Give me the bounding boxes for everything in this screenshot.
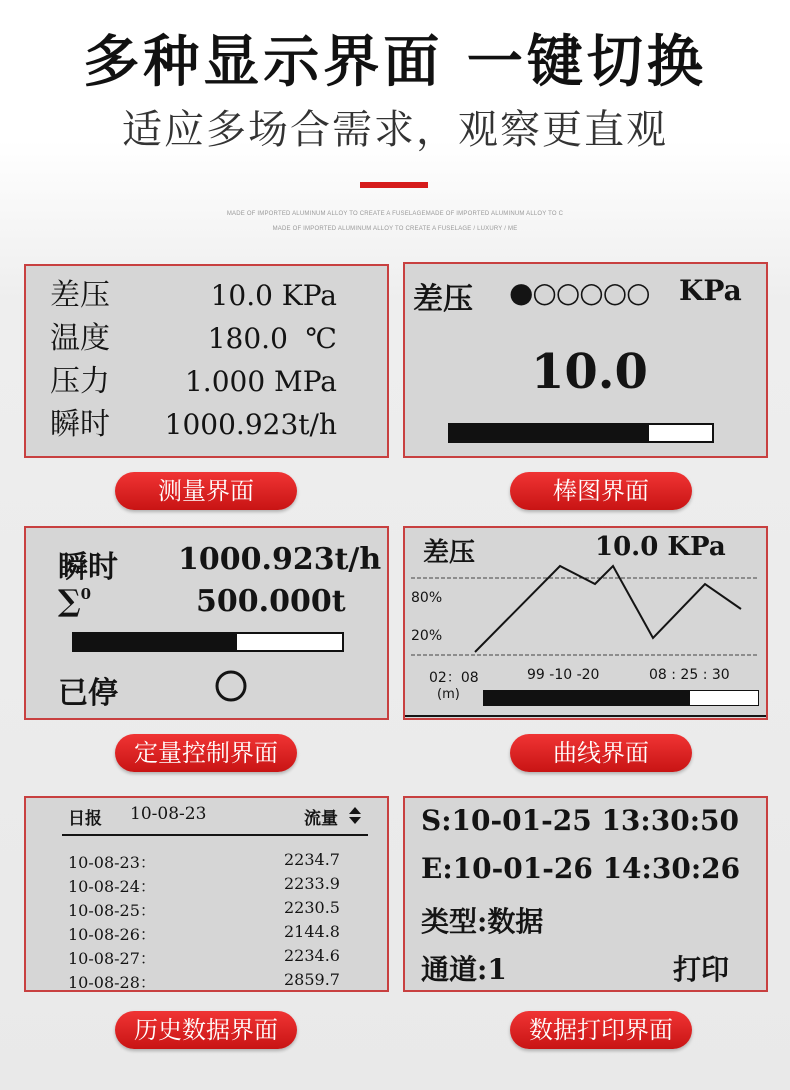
curve-x-unit: (m) — [437, 687, 460, 702]
row-value: 2230.5 — [284, 898, 340, 917]
measure-row-value: 180.0 ℃ — [207, 322, 337, 355]
print-end-time: E:10-01-26 14:30:26 — [421, 852, 741, 885]
measure-row-value: 10.0 KPa — [210, 279, 337, 312]
row-value: 2233.9 — [284, 874, 340, 893]
print-start-time: S:10-01-25 13:30:50 — [421, 804, 740, 837]
measure-values — [165, 274, 337, 446]
quantity-progress-bar — [72, 632, 344, 652]
measure-row-name: 差压 — [50, 278, 110, 313]
curve-progress-bar — [483, 690, 759, 706]
row-date: 10-08-26： — [68, 925, 156, 944]
print-button[interactable]: 打印 — [673, 953, 730, 986]
bargraph-dots-icon: ●○○○○○ — [509, 276, 650, 309]
curve-x-label-left: 02：08 — [429, 670, 479, 686]
history-header-date: 10-08-23 — [130, 804, 207, 824]
curve-x-label-right: 08 : 25 : 30 — [649, 667, 730, 683]
curve-line — [475, 566, 741, 652]
print-type: 类型:数据 — [421, 905, 544, 938]
history-header-right: 流量 — [304, 809, 338, 829]
curve-y-label-low: 20% — [411, 628, 443, 644]
quantity-sum-symbol — [58, 584, 91, 619]
curve-y-label-high: 80% — [411, 590, 443, 606]
quantity-row2-name: ∑ — [58, 584, 81, 619]
measure-row-value: 1000.923t/h — [164, 408, 337, 441]
quantity-screen-label: 定量控制界面 — [115, 734, 297, 772]
quantity-row1-name: 瞬时 — [58, 550, 118, 585]
quantity-row1-value: 1000.923t/h — [178, 542, 382, 577]
row-date: 10-08-24： — [68, 877, 156, 896]
print-screen-label: 数据打印界面 — [510, 1011, 692, 1049]
table-row — [68, 970, 156, 992]
table-row — [284, 850, 340, 869]
sort-updown-icon[interactable] — [348, 806, 362, 826]
row-value: 2144.8 — [284, 922, 340, 941]
row-value: 2234.6 — [284, 946, 340, 965]
bargraph-unit: KPa — [679, 274, 742, 307]
row-date: 10-08-27： — [68, 949, 156, 968]
row-date: 10-08-25： — [68, 901, 156, 920]
curve-value: 10.0 KPa — [595, 532, 726, 562]
table-row — [68, 922, 156, 945]
table-row — [68, 946, 156, 969]
bargraph-progress-bar — [448, 423, 714, 443]
history-screen-label: 历史数据界面 — [115, 1011, 297, 1049]
bargraph-screen — [403, 262, 768, 458]
curve-name: 差压 — [423, 538, 476, 568]
table-row — [284, 946, 340, 965]
row-date: 10-08-28： — [68, 973, 156, 992]
history-header-rule — [62, 834, 368, 836]
curve-screen-label: 曲线界面 — [510, 734, 692, 772]
bargraph-name: 差压 — [413, 282, 473, 317]
measure-screen — [24, 264, 389, 458]
table-row — [284, 898, 340, 917]
row-date: 10-08-23： — [68, 853, 156, 872]
accent-divider — [360, 182, 428, 188]
quantity-progress-fill — [74, 634, 237, 650]
row-value: 2234.7 — [284, 850, 340, 869]
bargraph-screen-label: 棒图界面 — [510, 472, 692, 510]
curve-progress-fill — [484, 691, 690, 705]
curve-x-label-mid: 99 -10 -20 — [527, 667, 600, 683]
history-screen — [24, 796, 389, 992]
page-subtitle: 适应多场合需求，观察更直观 — [122, 107, 668, 153]
measure-labels — [50, 274, 110, 446]
table-row — [284, 922, 340, 941]
measure-screen-label: 测量界面 — [115, 472, 297, 510]
measure-row-name: 温度 — [50, 321, 110, 356]
row-value: 2859.7 — [284, 970, 340, 989]
measure-row-name: 压力 — [50, 364, 110, 399]
fineprint-line-1: MADE OF IMPORTED ALUMINUM ALLOY TO CREATE A FUSELAGEMADE OF IMPORTED ALUMINUM ALLOY TO C — [226, 211, 564, 217]
bargraph-value: 10.0 — [531, 344, 648, 400]
table-row — [284, 874, 340, 893]
bargraph-progress-fill — [450, 425, 649, 441]
quantity-status: 已停 — [58, 676, 118, 711]
quantity-screen — [24, 526, 389, 720]
quantity-row2-value: 500.000t — [196, 584, 346, 619]
measure-row-name: 瞬时 — [50, 407, 110, 442]
print-channel: 通道:1 — [421, 953, 507, 986]
fineprint-line-2: MADE OF IMPORTED ALUMINUM ALLOY TO CREATE A FUSELAGE / LUXURY / ME — [272, 226, 518, 232]
circle-icon — [214, 669, 248, 703]
measure-row-value: 1.000 MPa — [184, 365, 337, 398]
table-row — [68, 850, 156, 873]
page-title: 多种显示界面 一键切换 — [83, 30, 707, 95]
table-row — [68, 874, 156, 897]
quantity-row2-sup: 0 — [80, 585, 92, 603]
table-row — [68, 898, 156, 921]
history-header-left: 日报 — [68, 809, 102, 829]
table-row — [284, 970, 340, 989]
curve-screen — [403, 526, 768, 720]
print-screen — [403, 796, 768, 992]
